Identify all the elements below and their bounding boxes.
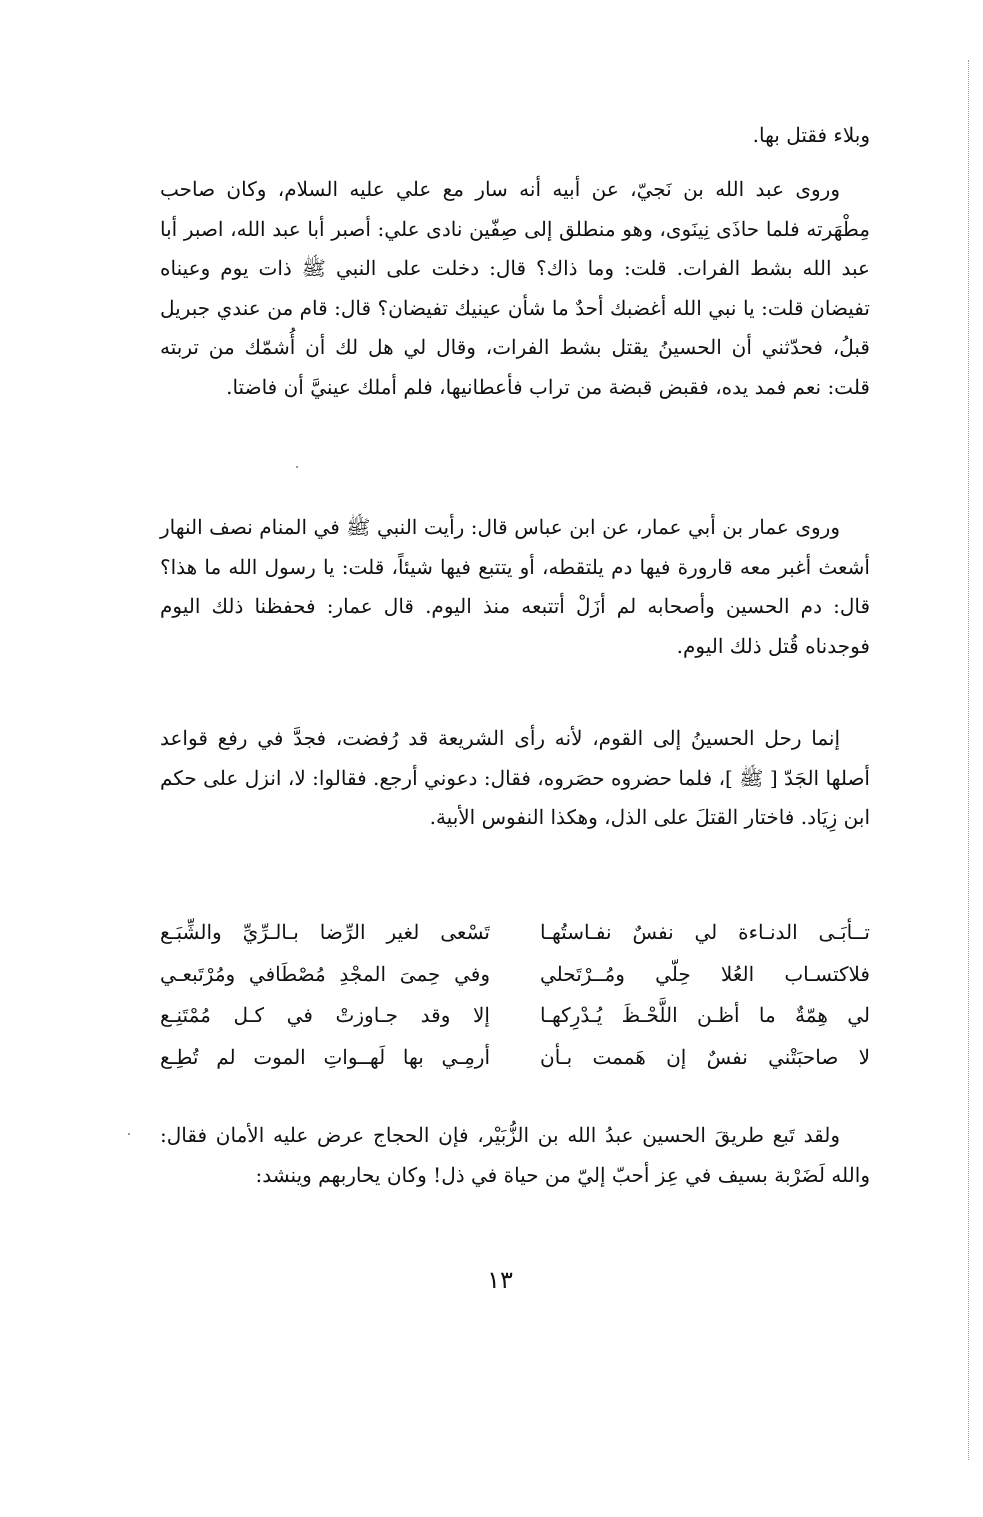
poem-hemistich-second: إلا وقد جـاوزتْ في كـل مُمْتَنِـع [160,1003,490,1027]
poem-hemistich-first: لي هِمّةٌ ما أظـن اللَّحْـظَ يُـدْرِكهـا [540,1003,870,1027]
scan-speck [128,1133,130,1135]
poem-hemistich-first: فلاكتسـاب العُلا حِلّي ومُــرْتَحلي [540,961,870,986]
poem-verse [160,954,870,996]
poem-verse [160,1037,870,1079]
paragraph-husayn-journey: إنما رحل الحسينُ إلى القوم، لأنه رأى الشريعة قد رُفضت، فجدَّ في رفع قواعد أصلها الجَدّ [ ﷺ ]، فلما حضروه حصَروه، فقال: دعوني أرجع. فقالوا: لا، انزل على حكم ابن زِيَاد. فاختار القتلَ على الذل، وهكذا النفوس الأبية. [160,726,870,829]
poem-hemistich-second: أرمِـي بها لَهــواتِ الموت لم تُطِـع [160,1044,490,1069]
paragraph-narration-ammar: وروى عمار بن أبي عمار، عن ابن عباس قال: رأيت النبي ﷺ في المنام نصف النهار أشعث أغبر معه قارورة فيها دم يلتقطه، أو يتتبع فيها شيئاً، قلت: يا رسول الله ما هذا؟ قال: دم الحسين وأصحابه لم أزَلْ أتتبعه منذ اليوم. قال عمار: فحفظنا ذلك اليوم فوجدناه قُتل ذلك اليوم. [160,515,870,658]
poem-hemistich-second: وفي حِمىَ المجْدِ مُصْطَافي ومُرْتَبعـي [160,961,490,986]
poem-verse [160,912,870,954]
page-number: ١٣ [487,1266,513,1294]
scan-speck [296,466,298,468]
paragraph-ibn-zubayr: ولقد تَبع طريقَ الحسين عبدُ الله بن الزُّبَيْر، فإن الحجاج عرض عليه الأمان فقال: والله لَضَرْبة بسيف في عِز أحبّ إليّ من حياة في ذل! وكان يحاربهم وينشد: [160,1123,870,1187]
poem-hemistich-second: تَسْعى لغير الرِّضا بـالـرِّيِّ والشِّبَـع [160,920,490,944]
poem [160,912,870,1078]
poem-verse [160,995,870,1037]
paragraph-continuation: وبلاء فقتل بها. [752,123,870,147]
poem-hemistich-first: تــأبَـى الدنـاءة لي نفسٌ نفـاستُهـا [540,920,870,944]
scan-edge-line [968,60,969,1460]
paragraph-narration-ibn-naji: وروى عبد الله بن نَجيّ، عن أبيه أنه سار مع علي عليه السلام، وكان صاحب مِطْهَرته فلما حاذَى نِينَوى، وهو منطلق إلى صِفّين نادى علي: أصبر أبا عبد الله، اصبر أبا عبد الله بشط الفرات. قلت: وما ذاك؟ قال: دخلت على النبي ﷺ ذات يوم وعيناه تفيضان قلت: يا نبي الله أغضبك أحدٌ ما شأن عينيك تفيضان؟ قال: قام من عندي جبريل قبلُ، فحدّثني أن الحسينُ يقتل بشط الفرات، وقال لي هل لك أن أُشمّك من تربته قلت: نعم فمد يده، فقبض قبضة من تراب فأعطانيها، فلم أملك عينيَّ أن فاضتا. [160,177,870,399]
poem-hemistich-first: لا صاحبَتْني نفسٌ إن هَممت بـأن [540,1044,870,1069]
